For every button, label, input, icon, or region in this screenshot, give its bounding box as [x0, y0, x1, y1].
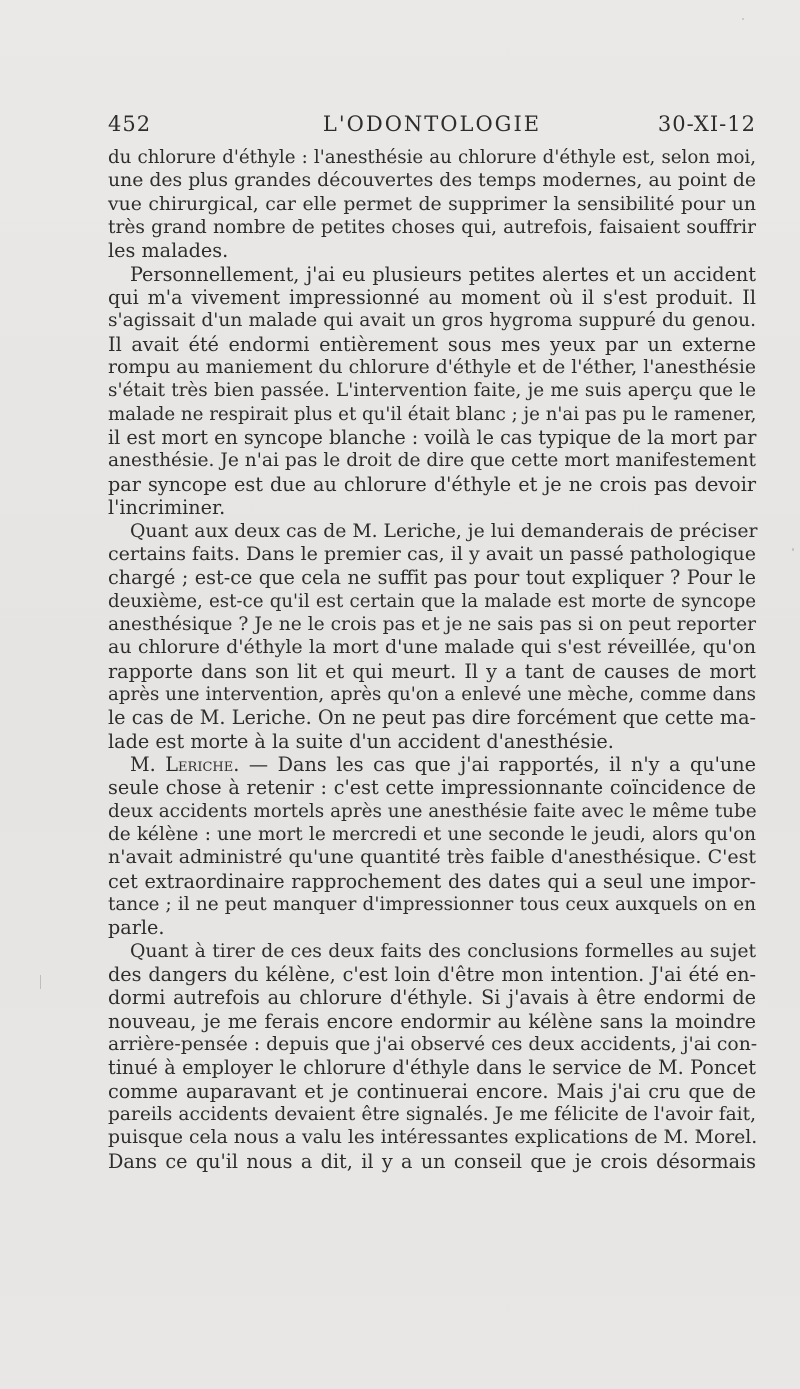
body-text — [108, 146, 756, 1173]
text-line: l'incriminer. — [108, 496, 226, 520]
text-line: s'agissait d'un malade qui avait un gros hygroma suppuré du genou. — [108, 310, 756, 332]
text-line: Quant à tirer de ces deux faits des conclusions formelles au sujet — [130, 940, 756, 962]
text-line: certains faits. Dans le premier cas, il y avait un passé pathologique — [108, 542, 756, 565]
text-line: parle. — [108, 916, 165, 940]
page-header — [108, 112, 756, 142]
running-title: L'ODONTOLOGIE — [322, 112, 542, 136]
text-line: pareils accidents devaient être signalés. Je me félicite de l'avoir fait, — [108, 1104, 756, 1126]
text-line: les malades. — [108, 239, 229, 263]
text-line: arrière-pensée : depuis que j'ai observé ces deux accidents, j'ai con- — [108, 1034, 758, 1056]
text-line: des dangers du kélène, c'est loin d'être mon intention. J'ai été en- — [108, 963, 756, 987]
text-line: deux accidents mortels après une anesthésie faite avec le même tube — [108, 800, 757, 822]
text-line: après une intervention, après qu'on a enlevé une mèche, comme dans — [108, 683, 756, 705]
paper-speck — [40, 975, 41, 989]
text-line: deuxième, est-ce qu'il est certain que la malade est morte de syncope — [108, 590, 756, 612]
text-line: de kélène : une mort le mercredi et une seconde le jeudi, alors qu'on — [108, 823, 756, 845]
page-number: 452 — [108, 112, 152, 136]
text-line: anesthésique ? Je ne le crois pas et je ne sais pas si on peut reporter — [108, 613, 756, 635]
text-line: très grand nombre de petites choses qui, autrefois, faisaient souffrir — [108, 217, 756, 239]
text-line: au chlorure d'éthyle la mort d'une malade qui s'est réveillée, qu'on — [108, 636, 756, 659]
speaker-text: — Dans les cas que j'ai rapportés, il n'y a qu'une — [239, 752, 756, 776]
issue-date: 30-XI-12 — [657, 112, 756, 136]
text-line: Personnellement, j'ai eu plusieurs petites alertes et un accident — [130, 262, 756, 286]
text-line: tinué à employer le chlorure d'éthyle dans le service de M. Poncet — [108, 1056, 756, 1080]
text-line: seule chose à retenir : c'est cette impressionnante coïncidence de — [108, 776, 756, 800]
text-line: du chlorure d'éthyle : l'anesthésie au chlorure d'éthyle est, selon moi, — [108, 147, 756, 168]
text-line: n'avait administré qu'une quantité très faible d'anesthésique. C'est — [108, 846, 756, 869]
text-line: une des plus grandes découvertes des temps modernes, au point de — [108, 170, 756, 192]
text-line: puisque cela nous a valu les intéressantes explications de M. Morel. — [108, 1127, 758, 1149]
text-line: par syncope est due au chlorure d'éthyle et je ne crois pas devoir — [108, 472, 756, 496]
text-line: nouveau, je me ferais encore endormir au kélène sans la moindre — [108, 1009, 756, 1033]
text-line: Il avait été endormi entièrement sous mes yeux par un externe — [108, 332, 756, 356]
text-line: rapporte dans son lit et qui meurt. Il y a tant de causes de mort — [108, 659, 756, 683]
text-line: chargé ; est-ce que cela ne suffit pas pour tout expliquer ? Pour le — [108, 566, 756, 590]
text-line: rompu au maniement du chlorure d'éthyle et de l'éther, l'anesthésie — [108, 357, 756, 379]
speaker-line — [108, 753, 756, 776]
text-line: Dans ce qu'il nous a dit, il y a un conseil que je crois désormais — [108, 1149, 756, 1173]
text-line: il est mort en syncope blanche : voilà le cas typique de la mort par — [108, 426, 757, 450]
text-line: tance ; il ne peut manquer d'impressionner tous ceux auxquels on en — [108, 894, 756, 915]
text-line: le cas de M. Leriche. On ne peut pas dire forcément que cette ma- — [108, 706, 756, 730]
text-line: qui m'a vivement impressionné au moment où il s'est produit. Il — [108, 286, 756, 310]
text-line: Quant aux deux cas de M. Leriche, je lui demanderais de préciser — [130, 520, 758, 542]
text-line: lade est morte à la suite d'un accident d'anesthésie. — [108, 729, 614, 753]
text-line: cet extraordinaire rapprochement des dates qui a seul une impor- — [108, 869, 756, 893]
text-line: s'était très bien passée. L'intervention faite, je me suis aperçu que le — [108, 380, 756, 402]
paper-speck — [742, 18, 744, 20]
speaker-name: M. Leriche. — [130, 752, 240, 776]
text-line: vue chirurgical, car elle permet de supprimer la sensibilité pour un — [108, 193, 756, 215]
text-line: anesthésie. Je n'ai pas le droit de dire que cette mort manifestement — [108, 450, 756, 472]
text-line: comme auparavant et je continuerai encore. Mais j'ai cru que de — [108, 1079, 756, 1103]
text-line: dormi autrefois au chlorure d'éthyle. Si j'avais à être endormi de — [108, 986, 756, 1010]
paper-speck — [792, 548, 794, 551]
text-line: malade ne respirait plus et qu'il était blanc ; je n'ai pas pu le ramener, — [108, 403, 757, 425]
